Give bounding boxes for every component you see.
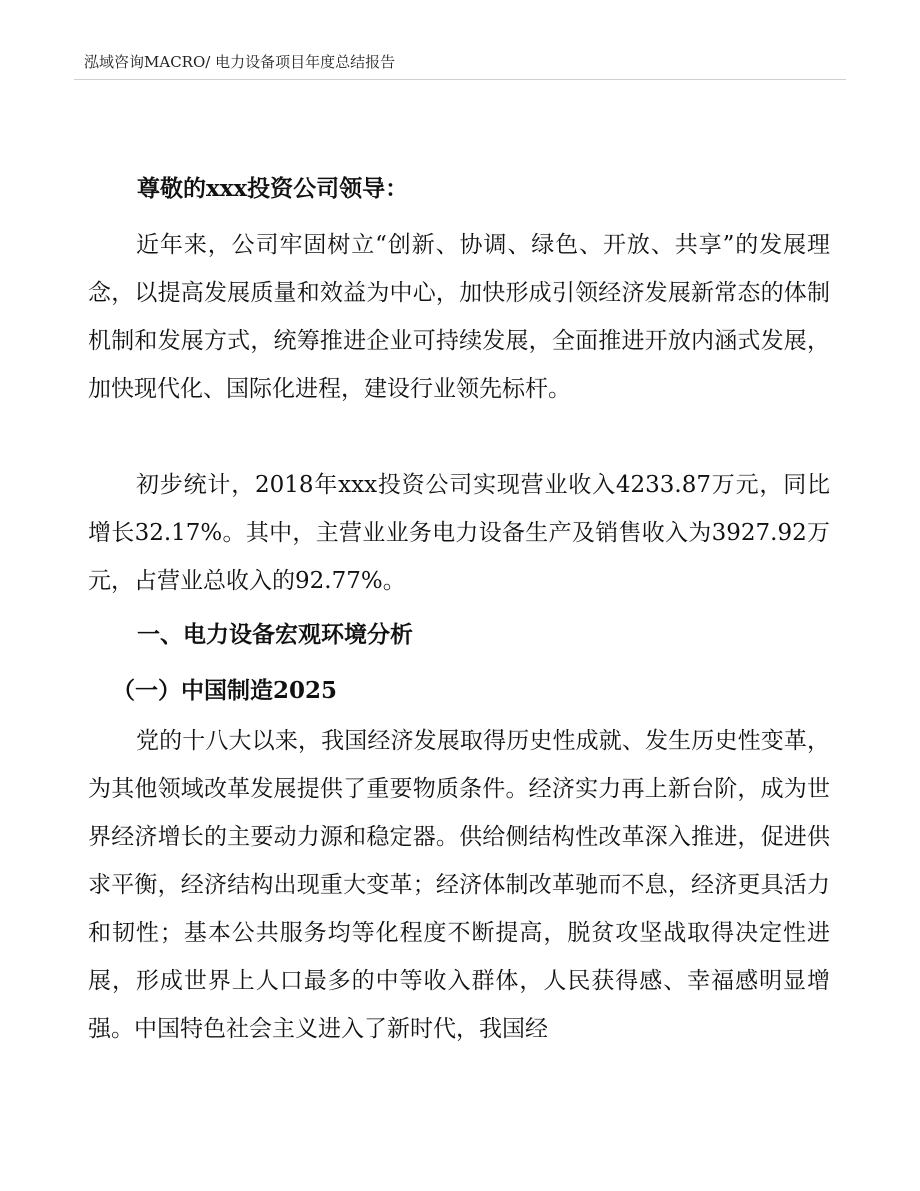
subsection-body-paragraph: 党的十八大以来，我国经济发展取得历史性成就、发生历史性变革，为其他领域改革发展提供了重要物质条件。经济实力再上新台阶，成为世界经济增长的主要动力源和稳定器。供给侧结构性改革深入推进，促进供求平衡，经济结构出现重大变革；经济体制改革驰而不息，经济更具活力和韧性；基本公共服务均等化程度不断提高，脱贫攻坚战取得决定性进展，形成世界上人口最多的中等收入群体，人民获得感、幸福感明显增强。中国特色社会主义进入了新时代，我国经 <box>88 728 830 1042</box>
page-header: 泓域咨询MACRO/ 电力设备项目年度总结报告 <box>84 53 396 71</box>
intro-paragraph: 近年来，公司牢固树立“创新、协调、绿色、开放、共享”的发展理念，以提高发展质量和效益为中心，加快形成引领经济发展新常态的体制机制和发展方式，统筹推进企业可持续发展，全面推进开放内涵式发展，加快现代化、国际化进程，建设行业领先标杆。 <box>88 232 830 402</box>
salutation: 尊敬的xxx投资公司领导： <box>137 175 409 202</box>
statistics-paragraph: 初步统计，2018年xxx投资公司实现营业收入4233.87万元，同比增长32.17%。其中，主营业业务电力设备生产及销售收入为3927.92万元，占营业总收入的92.77%。 <box>88 472 830 594</box>
subsection-heading: （一）中国制造2025 <box>112 677 338 704</box>
header-divider <box>74 79 846 80</box>
section-heading: 一、电力设备宏观环境分析 <box>137 621 413 648</box>
